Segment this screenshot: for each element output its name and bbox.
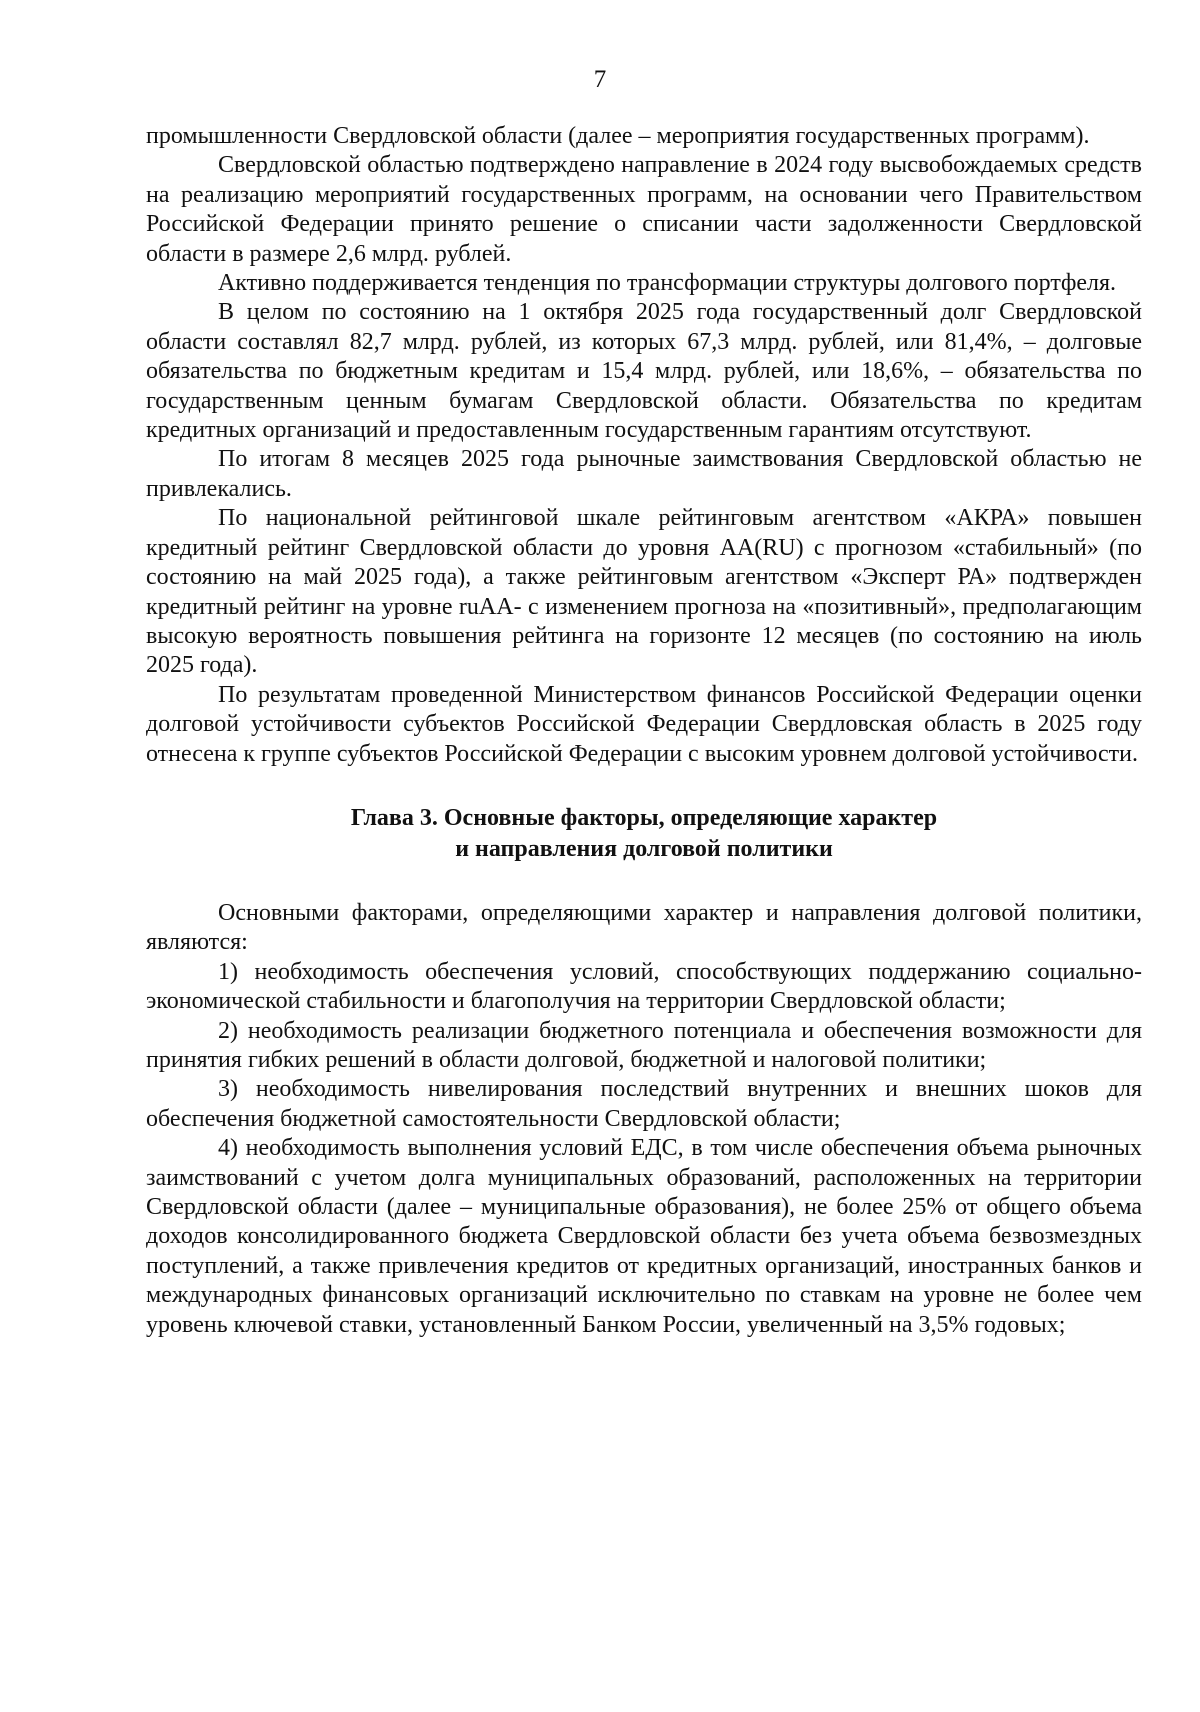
paragraph: По результатам проведенной Министерством финансов Российской Федерации оценки долговой устойчивости субъектов Российской Федерации Свердловская область в 2025 году отнесена к группе субъектов Российской Федерации с высоким уровнем долговой устойчивости. xyxy=(146,681,1142,767)
list-item: 3) необходимость нивелирования последствий внутренних и внешних шоков для обеспечения бюджетной самостоятельности Свердловской области; xyxy=(146,1076,1142,1132)
paragraph: В целом по состоянию на 1 октября 2025 года государственный долг Свердловской области составлял 82,7 млрд. рублей, из которых 67,3 млрд. рублей, или 81,4%, – долговые обязательства по бюджетным кредитам и 15,4 млрд. рублей, или 18,6%, – обязательства по государственным ценным бумагам Свердловской области. Обязательства по кредитам кредитных организаций и предоставленным государственным гарантиям отсутствуют. xyxy=(146,299,1142,444)
list-item: 1) необходимость обеспечения условий, способствующих поддержанию социально-экономической стабильности и благополучия на территории Свердловской области; xyxy=(146,958,1142,1015)
paragraph: По национальной рейтинговой шкале рейтинговым агентством «АКРА» повышен кредитный рейтинг Свердловской области до уровня AA(RU) с прогнозом «стабильный» (по состоянию на май 2025 года), а также рейтинговым агентством «Эксперт РА» подтвержден кредитный рейтинг на уровне ruAA- с изменением прогноза на «позитивный», предполагающим высокую вероятность повышения рейтинга на горизонте 12 месяцев (по состоянию на июль 2025 года). xyxy=(146,505,1142,679)
document-body xyxy=(146,122,1142,1340)
chapter-title-line: и направления долговой политики xyxy=(455,835,833,862)
paragraph: По итогам 8 месяцев 2025 года рыночные заимствования Свердловской областью не привлекались. xyxy=(146,446,1142,502)
paragraph: Свердловской областью подтверждено направление в 2024 году высвобождаемых средств на реализацию мероприятий государственных программ, на основании чего Правительством Российской Федерации принято решение о списании части задолженности Свердловской области в размере 2,6 млрд. рублей. xyxy=(146,152,1142,267)
list-item: 2) необходимость реализации бюджетного потенциала и обеспечения возможности для принятия гибких решений в области долговой, бюджетной и налоговой политики; xyxy=(146,1017,1142,1073)
page-number: 7 xyxy=(593,66,607,93)
paragraph: Активно поддерживается тенденция по трансформации структуры долгового портфеля. xyxy=(218,270,1117,297)
paragraph: Основными факторами, определяющими характер и направления долговой политики, являются: xyxy=(146,899,1142,956)
paragraph: промышленности Свердловской области (далее – мероприятия государственных программ). xyxy=(146,123,1090,149)
chapter-title-line: Глава 3. Основные факторы, определяющие характер xyxy=(350,804,938,831)
chapter-heading xyxy=(146,803,1142,865)
list-item: 4) необходимость выполнения условий ЕДС, в том числе обеспечения объема рыночных заимствований с учетом долга муниципальных образований, расположенных на территории Свердловской области (далее – муниципальные образования), не более 25% от общего объема доходов консолидированного бюджета Свердловской области без учета объема безвозмездных поступлений, а также привлечения кредитов от кредитных организаций, иностранных банков и международных финансовых организаций исключительно по ставкам на уровне не более чем уровень ключевой ставки, установленный Банком России, увеличенный на 3,5% годовых; xyxy=(146,1135,1142,1338)
